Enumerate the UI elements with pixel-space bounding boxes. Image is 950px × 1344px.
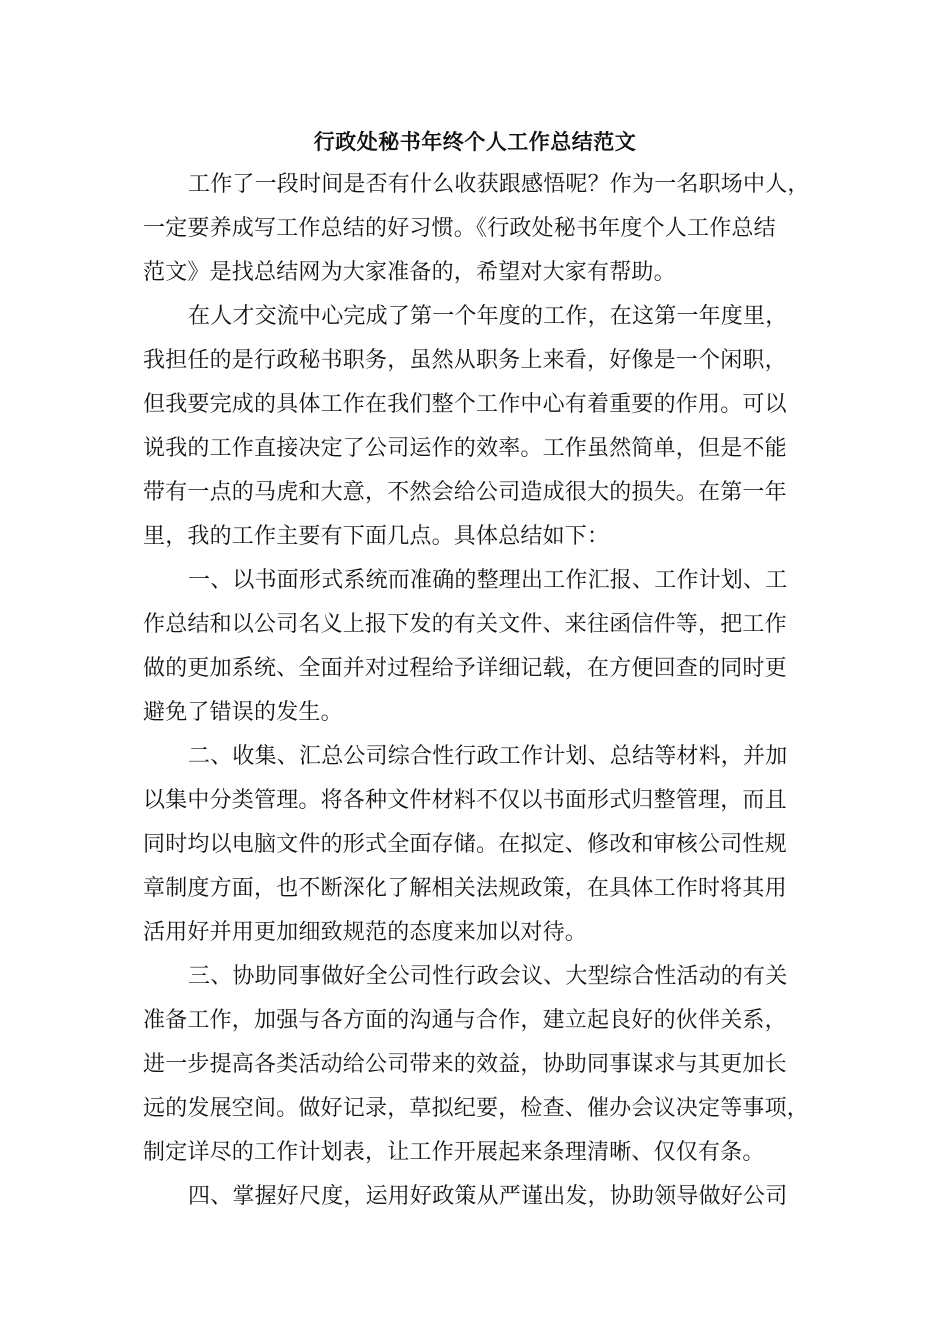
paragraph-line: 准备工作，加强与各方面的沟通与合作，建立起良好的伙伴关系， [143, 1008, 787, 1033]
paragraph-line: 我担任的是行政秘书职务，虽然从职务上来看，好像是一个闲职， [143, 348, 787, 373]
paragraph-line: 以集中分类管理。将各种文件材料不仅以书面形式归整管理，而且 [143, 788, 787, 813]
paragraph-line: 三、协助同事做好全公司性行政会议、大型综合性活动的有关 [188, 964, 788, 989]
paragraph-line: 带有一点的马虎和大意，不然会给公司造成很大的损失。在第一年 [143, 480, 787, 505]
paragraph-line: 说我的工作直接决定了公司运作的效率。工作虽然简单，但是不能 [143, 436, 787, 461]
paragraph-line: 做的更加系统、全面并对过程给予详细记载，在方便回查的同时更 [143, 656, 787, 681]
paragraph-line: 活用好并用更加细致规范的态度来加以对待。 [143, 920, 588, 945]
paragraph-line: 一、以书面形式系统而准确的整理出工作汇报、工作计划、工 [188, 568, 788, 593]
paragraph-line: 范文》是找总结网为大家准备的，希望对大家有帮助。 [143, 260, 676, 285]
paragraph-line: 工作了一段时间是否有什么收获跟感悟呢？作为一名职场中人， [188, 172, 810, 197]
paragraph-line: 章制度方面，也不断深化了解相关法规政策，在具体工作时将其用 [143, 876, 787, 901]
paragraph-line: 制定详尽的工作计划表，让工作开展起来条理清晰、仅仅有条。 [143, 1140, 765, 1165]
paragraph-line: 里，我的工作主要有下面几点。具体总结如下： [143, 524, 610, 549]
paragraph-line: 在人才交流中心完成了第一个年度的工作，在这第一年度里， [188, 304, 788, 329]
paragraph-line: 四、掌握好尺度，运用好政策从严谨出发，协助领导做好公司 [188, 1184, 788, 1209]
paragraph-line: 一定要养成写工作总结的好习惯。《行政处秘书年度个人工作总结 [143, 216, 776, 241]
document-title: 行政处秘书年终个人工作总结范文 [313, 130, 637, 154]
paragraph-line: 避免了错误的发生。 [143, 700, 343, 725]
paragraph-line: 进一步提高各类活动给公司带来的效益，协助同事谋求与其更加长 [143, 1052, 787, 1077]
paragraph-line: 但我要完成的具体工作在我们整个工作中心有着重要的作用。可以 [143, 392, 787, 417]
paragraph-line: 同时均以电脑文件的形式全面存储。在拟定、修改和审核公司性规 [143, 832, 787, 857]
paragraph-line: 二、收集、汇总公司综合性行政工作计划、总结等材料，并加 [188, 744, 788, 769]
paragraph-line: 作总结和以公司名义上报下发的有关文件、来往函信件等，把工作 [143, 612, 787, 637]
paragraph-line: 远的发展空间。做好记录，草拟纪要，检查、催办会议决定等事项， [143, 1096, 810, 1121]
